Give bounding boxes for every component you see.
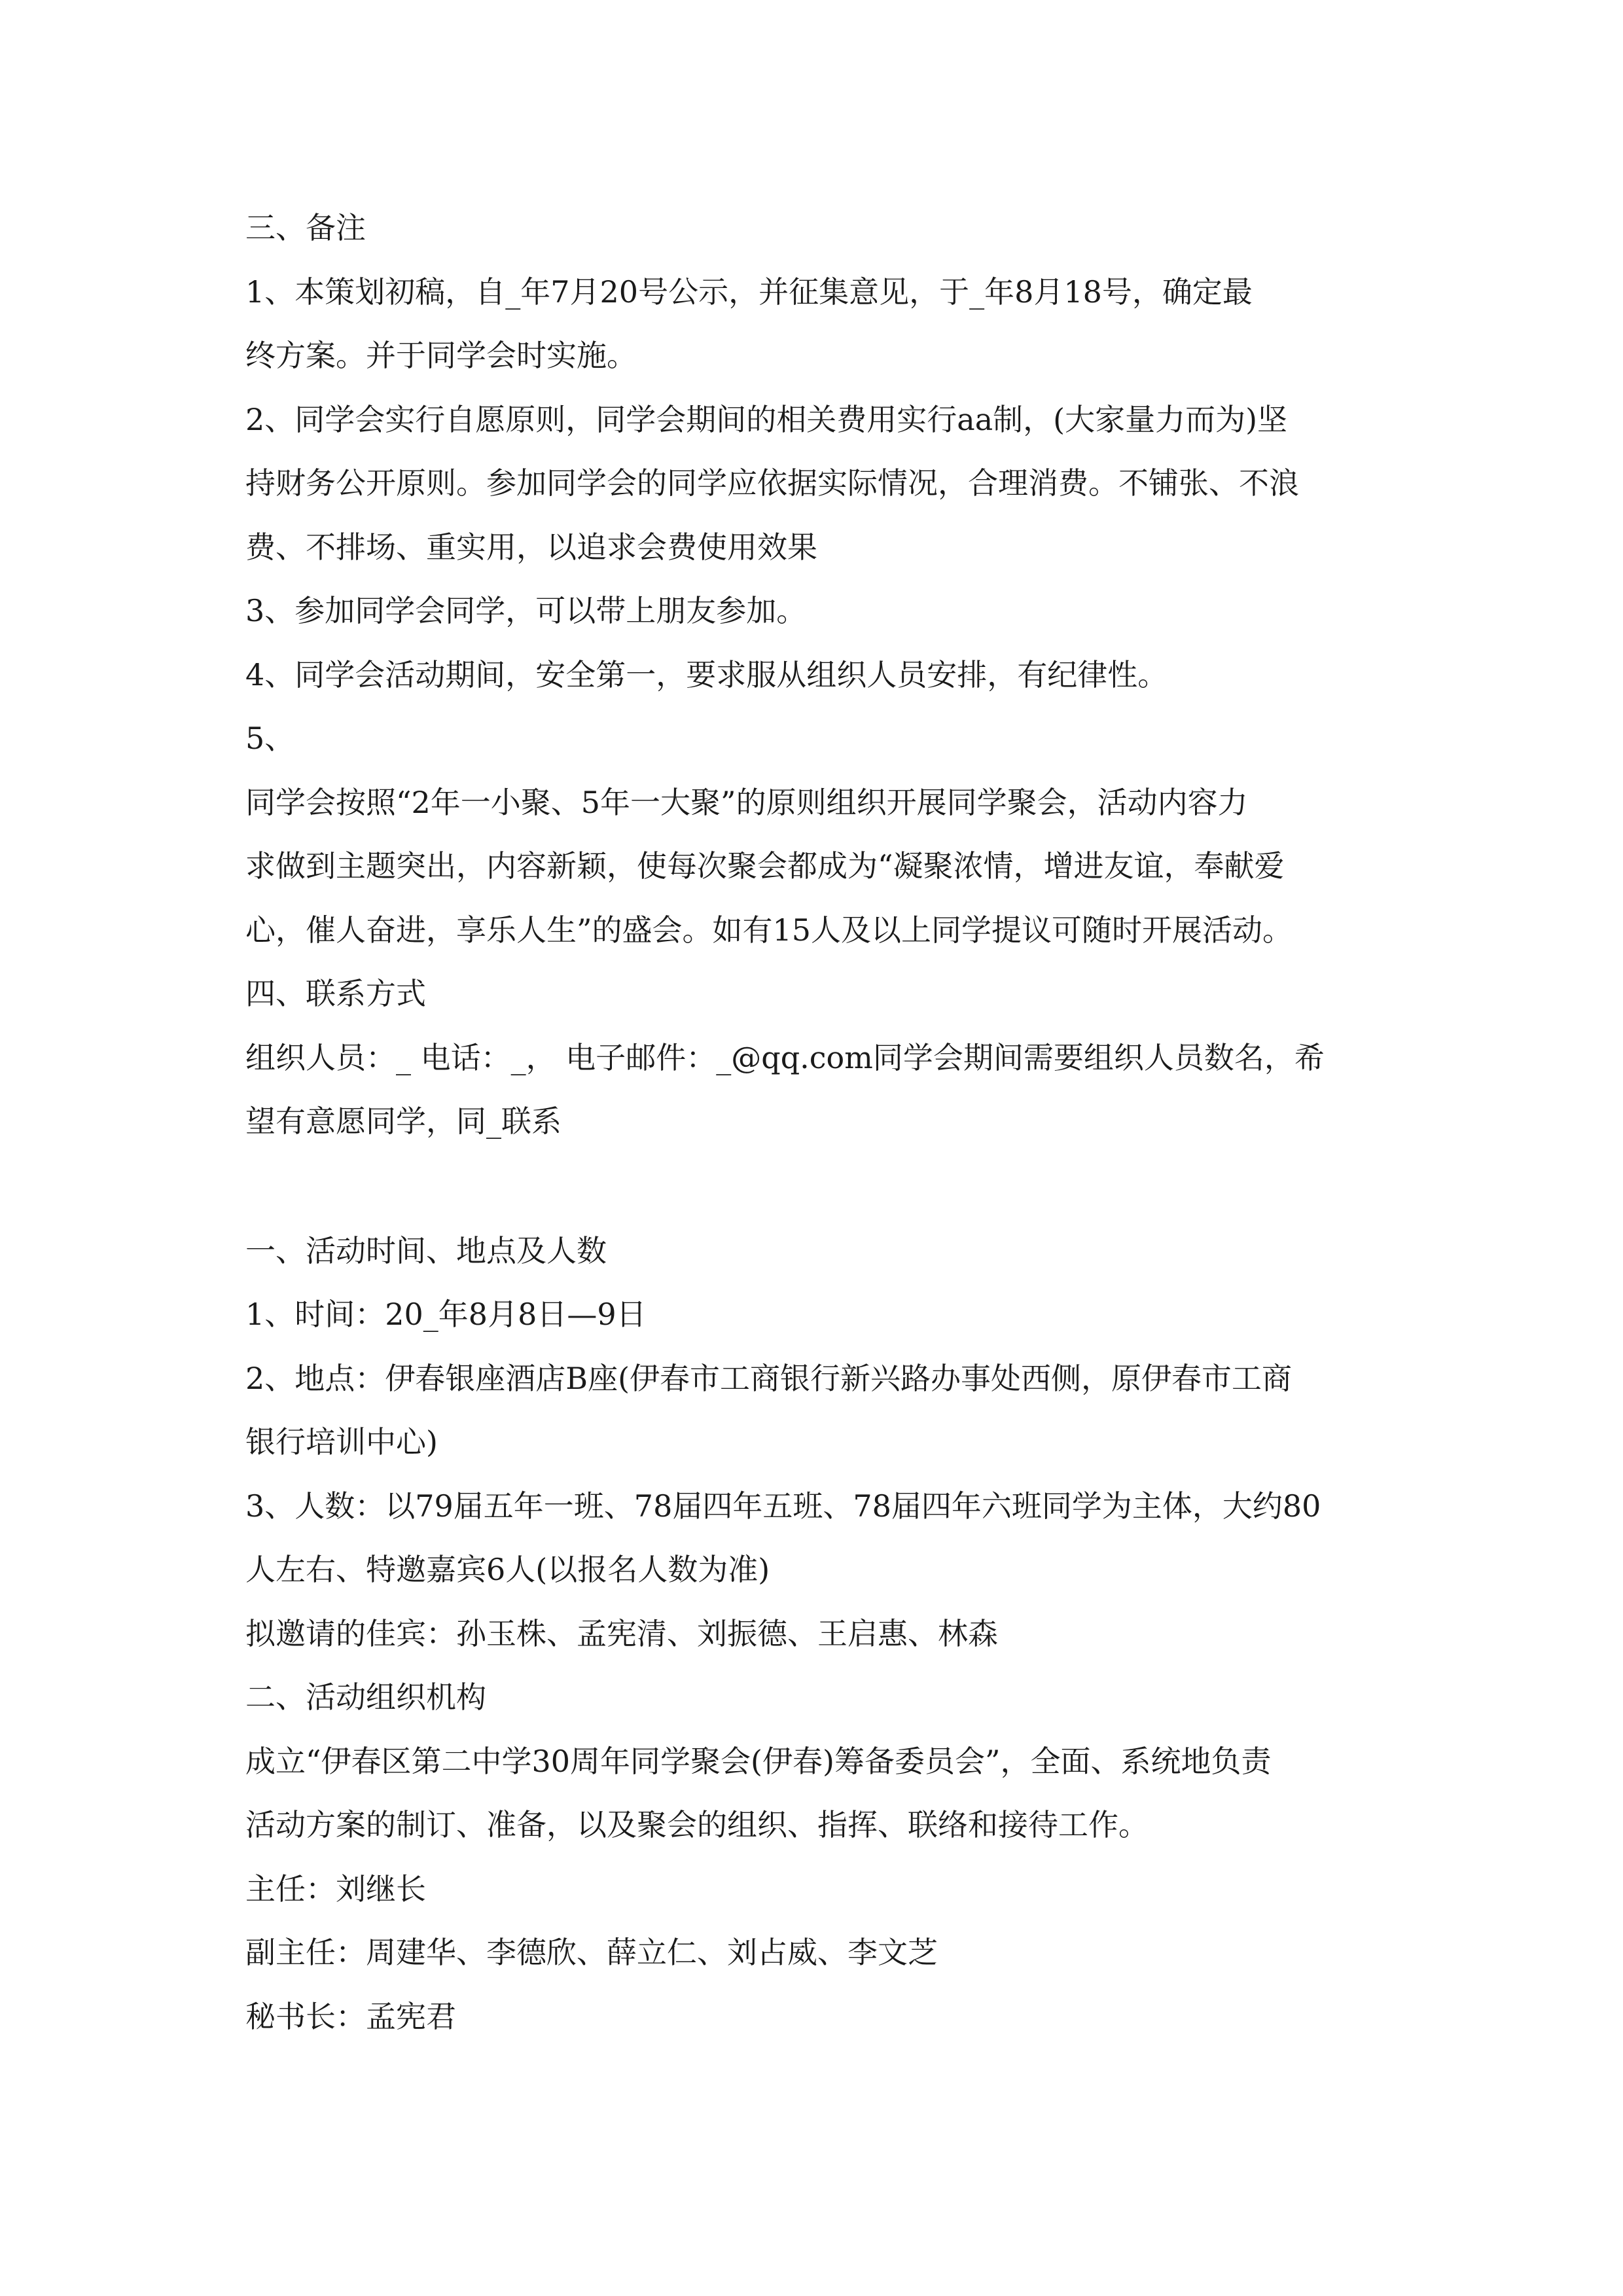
- paragraph-line: 人左右、特邀嘉宾6人(以报名人数为准): [245, 1552, 770, 1587]
- paragraph-line: 1、时间：20_年8月8日—9日: [245, 1297, 647, 1332]
- paragraph-line: 望有意愿同学，同_联系: [245, 1103, 562, 1139]
- paragraph-line: 心，催人奋进，享乐人生”的盛会。如有15人及以上同学提议可随时开展活动。: [245, 912, 1293, 948]
- section-gap: [245, 1154, 1384, 1219]
- paragraph-line: 3、参加同学会同学，可以带上朋友参加。: [245, 593, 807, 628]
- paragraph-line: 1、本策划初稿，自_年7月20号公示，并征集意见，于_年8月18号，确定最: [245, 274, 1253, 310]
- heading-time-place: 一、活动时间、地点及人数: [245, 1232, 607, 1268]
- paragraph-line: 2、地点：伊春银座酒店B座(伊春市工商银行新兴路办事处西侧，原伊春市工商: [245, 1360, 1293, 1396]
- heading-contact: 四、联系方式: [245, 976, 426, 1011]
- paragraph-line: 求做到主题突出，内容新颖，使每次聚会都成为“凝聚浓情，增进友谊，奉献爱: [245, 848, 1285, 884]
- paragraph-line: 成立“伊春区第二中学30周年同学聚会(伊春)筹备委员会”，全面、系统地负责: [245, 1743, 1272, 1779]
- paragraph-line: 5、: [245, 721, 295, 756]
- paragraph-line: 活动方案的制订、准备，以及聚会的组织、指挥、联络和接待工作。: [245, 1807, 1149, 1842]
- paragraph-line: 主任：刘继长: [245, 1871, 426, 1907]
- paragraph-line: 同学会按照“2年一小聚、5年一大聚”的原则组织开展同学聚会，活动内容力: [245, 784, 1248, 820]
- heading-organization: 二、活动组织机构: [245, 1679, 486, 1715]
- paragraph-line: 银行培训中心): [245, 1424, 438, 1460]
- paragraph-line: 4、同学会活动期间，安全第一，要求服从组织人员安排，有纪律性。: [245, 656, 1168, 692]
- document-body: [245, 196, 1384, 2049]
- paragraph-line: 终方案。并于同学会时实施。: [245, 338, 637, 373]
- section-activity-plan: [245, 1219, 1384, 2049]
- section-notes-contact: [245, 196, 1384, 1154]
- paragraph-line: 拟邀请的佳宾：孙玉株、孟宪清、刘振德、王启惠、林森: [245, 1615, 998, 1651]
- paragraph-line: 费、不排场、重实用，以追求会费使用效果: [245, 529, 817, 565]
- paragraph-line: 2、同学会实行自愿原则，同学会期间的相关费用实行aa制，(大家量力而为)坚: [245, 401, 1288, 437]
- heading-notes: 三、备注: [245, 210, 366, 245]
- paragraph-line: 组织人员：_ 电话：_， 电子邮件：_@qq.com同学会期间需要组织人员数名，希: [245, 1039, 1325, 1075]
- paragraph-line: 秘书长：孟宪君: [245, 1998, 456, 2034]
- paragraph-line: 副主任：周建华、李德欣、薛立仁、刘占威、李文芝: [245, 1935, 938, 1970]
- paragraph-line: 持财务公开原则。参加同学会的同学应依据实际情况，合理消费。不铺张、不浪: [245, 465, 1299, 501]
- paragraph-line: 3、人数：以79届五年一班、78届四年五班、78届四年六班同学为主体，大约80: [245, 1488, 1321, 1524]
